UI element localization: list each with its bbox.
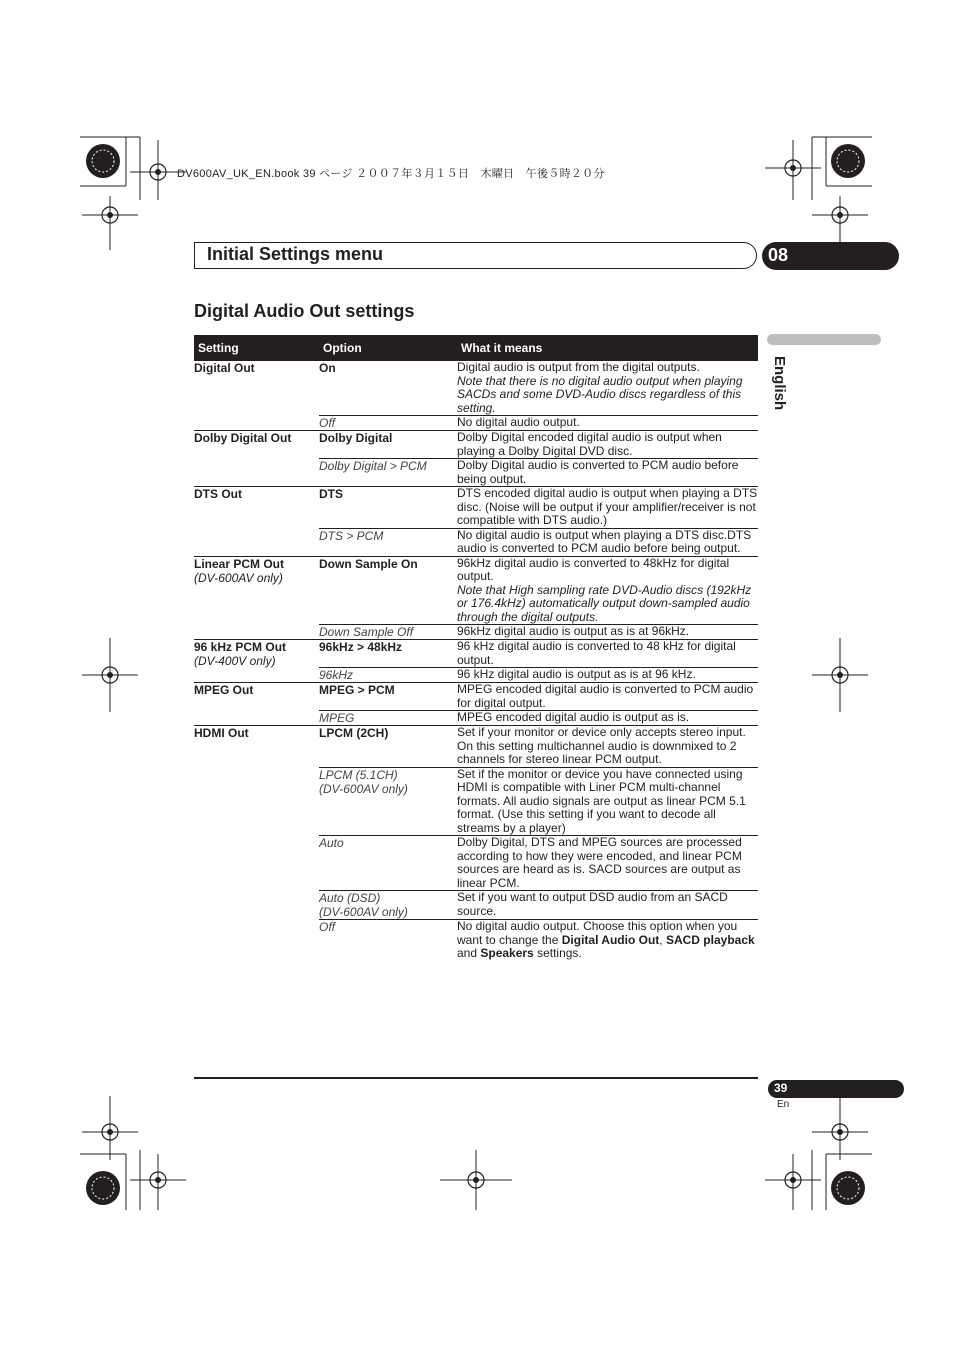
setting-name: Digital Out: [194, 361, 255, 375]
page-title: Digital Audio Out settings: [194, 301, 415, 321]
option-cell: [319, 459, 457, 487]
setting-name: Dolby Digital Out: [194, 431, 292, 445]
page-number: 39: [774, 1081, 788, 1095]
meaning-text: Set if the monitor or device you have connected using HDMI is compatible with Liner PCM multi-channel formats. All audio signals are output as linear PCM 5.1 format. (Use this setting if you want to decode all streams by a player): [457, 766, 746, 835]
meaning-cell: [457, 920, 758, 961]
option-cell: [319, 711, 457, 726]
setting-note: (DV-600AV only): [194, 570, 283, 585]
option-label: Auto: [319, 836, 344, 850]
table-row: [194, 556, 758, 625]
setting-cell: [194, 726, 319, 961]
meaning-text: No digital audio output.: [457, 415, 580, 429]
setting-name: MPEG Out: [194, 683, 254, 697]
option-label: MPEG > PCM: [319, 683, 395, 697]
option-cell: [319, 431, 457, 459]
meaning-text: 96 kHz digital audio is output as is at 96 kHz.: [457, 667, 696, 681]
meaning-text: MPEG encoded digital audio is output as is.: [457, 710, 690, 724]
meaning-text: 96kHz digital audio is converted to 48kHz for digital output.: [457, 555, 730, 583]
option-label: Dolby Digital > PCM: [319, 459, 427, 473]
option-label: Off: [319, 416, 336, 430]
option-cell: [319, 767, 457, 836]
meaning-cell: [457, 726, 758, 768]
setting-cell: [194, 487, 319, 557]
meaning-text: 96kHz digital audio is output as is at 96kHz.: [457, 624, 690, 638]
option-cell: [319, 668, 457, 683]
meaning-cell: [457, 416, 758, 431]
option-cell: [319, 487, 457, 529]
option-cell: [319, 683, 457, 711]
setting-cell: [194, 683, 319, 726]
option-label: Dolby Digital: [319, 431, 393, 445]
option-cell: [319, 361, 457, 416]
chapter-number: 08: [768, 245, 789, 265]
option-note: (DV-600AV only): [319, 781, 408, 796]
option-label: Down Sample On: [319, 556, 418, 571]
option-label: On: [319, 361, 336, 375]
option-cell: [319, 920, 457, 961]
header-meaning: What it means: [457, 335, 758, 361]
table-header-row: [194, 335, 758, 361]
table-row: [194, 726, 758, 768]
meaning-note: Note that High sampling rate DVD-Audio discs (192kHz or 176.4kHz) automatically output down-sampled audio through the digital outputs.: [457, 582, 752, 624]
meaning-separator: and: [457, 946, 481, 960]
meaning-cell: [457, 711, 758, 726]
meaning-note: Note that there is no digital audio output when playing SACDs and some DVD-Audio discs regardless of this setting.: [457, 373, 743, 415]
meaning-text: 96 kHz digital audio is converted to 48 kHz for digital output.: [457, 639, 736, 667]
meaning-text: Dolby Digital encoded digital audio is output when playing a Dolby Digital DVD disc.: [457, 430, 722, 458]
language-tab-bar: [767, 334, 881, 345]
setting-note: (DV-400V only): [194, 654, 276, 668]
option-label: Down Sample Off: [319, 625, 414, 639]
meaning-bold-term: Digital Audio Out: [561, 932, 660, 947]
option-label: Off: [319, 920, 336, 934]
file-header: DV600AV_UK_EN.book 39 ページ ２００７年３月１５日 木曜日 午後５時２０分: [177, 168, 605, 180]
setting-name: Linear PCM Out: [194, 556, 285, 571]
option-cell: [319, 891, 457, 920]
meaning-cell: [457, 683, 758, 711]
language-tab: [762, 356, 786, 426]
option-label: LPCM (2CH): [319, 726, 389, 740]
meaning-cell: [457, 668, 758, 683]
meaning-bold-term: SACD playback: [665, 932, 755, 947]
option-cell: [319, 416, 457, 431]
setting-cell: [194, 361, 319, 431]
section-title: Initial Settings menu: [207, 244, 384, 264]
option-label: MPEG: [319, 711, 355, 725]
meaning-cell: [457, 836, 758, 891]
option-label: 96kHz: [319, 668, 354, 682]
table-row: [194, 361, 758, 416]
meaning-text: DTS encoded digital audio is output when playing a DTS disc. (Noise will be output if your amplifier/receiver is not compatible with DTS audio.): [457, 486, 758, 527]
meaning-text: Set if you want to output DSD audio from an SACD source.: [457, 890, 728, 918]
page-language: En: [777, 1099, 790, 1110]
setting-name: 96 kHz PCM Out: [194, 640, 287, 654]
table-row: [194, 487, 758, 529]
table-row: [194, 431, 758, 459]
meaning-bold-term: Speakers: [480, 946, 534, 960]
option-note: (DV-600AV only): [319, 905, 408, 919]
meaning-text: settings.: [533, 946, 582, 960]
meaning-cell: [457, 431, 758, 459]
table-row: [194, 683, 758, 711]
meaning-text: Dolby Digital audio is converted to PCM audio before being output.: [457, 458, 739, 486]
option-cell: [319, 625, 457, 640]
digital-audio-settings-table: [194, 335, 758, 961]
language-label: English: [771, 356, 788, 411]
option-cell: [319, 836, 457, 891]
meaning-text: Set if your monitor or device only accepts stereo input. On this setting multichannel audio is downmixed to 2 channels for stereo linear PCM output.: [457, 725, 746, 766]
setting-name: HDMI Out: [194, 726, 249, 740]
table-row: [194, 640, 758, 668]
option-cell: [319, 528, 457, 556]
header-option: Option: [319, 335, 457, 361]
setting-cell: [194, 556, 319, 640]
meaning-text: No digital audio output. Choose this option when you want to change the: [457, 919, 738, 947]
meaning-cell: [457, 640, 758, 668]
option-label: 96kHz > 48kHz: [319, 640, 403, 654]
meaning-cell: [457, 361, 758, 416]
meaning-text: No digital audio is output when playing a DTS disc.DTS audio is converted to PCM audio before being output.: [457, 527, 752, 555]
setting-name: DTS Out: [194, 487, 242, 501]
page-number-tab: [768, 1080, 904, 1098]
meaning-cell: [457, 891, 758, 920]
meaning-cell: [457, 556, 758, 625]
setting-cell: [194, 431, 319, 487]
header-setting: Setting: [194, 335, 319, 361]
meaning-text: Digital audio is output from the digital outputs.: [457, 360, 700, 374]
meaning-cell: [457, 767, 758, 836]
meaning-cell: [457, 528, 758, 556]
meaning-cell: [457, 487, 758, 529]
setting-cell: [194, 640, 319, 683]
meaning-cell: [457, 459, 758, 487]
meaning-text: MPEG encoded digital audio is converted to PCM audio for digital output.: [457, 682, 754, 710]
option-cell: [319, 556, 457, 625]
option-label: Auto (DSD): [319, 891, 381, 905]
option-label: DTS: [319, 487, 343, 501]
meaning-text: Dolby Digital, DTS and MPEG sources are processed according to how they were encoded, and linear PCM sources are heard as is. SACD sources are output as linear PCM.: [457, 835, 742, 890]
option-label: LPCM (5.1CH): [319, 767, 398, 782]
table-bottom-rule: [194, 1077, 758, 1079]
option-cell: [319, 640, 457, 668]
meaning-separator: ,: [659, 932, 666, 947]
option-label: DTS > PCM: [319, 528, 384, 543]
meaning-cell: [457, 625, 758, 640]
option-cell: [319, 726, 457, 768]
